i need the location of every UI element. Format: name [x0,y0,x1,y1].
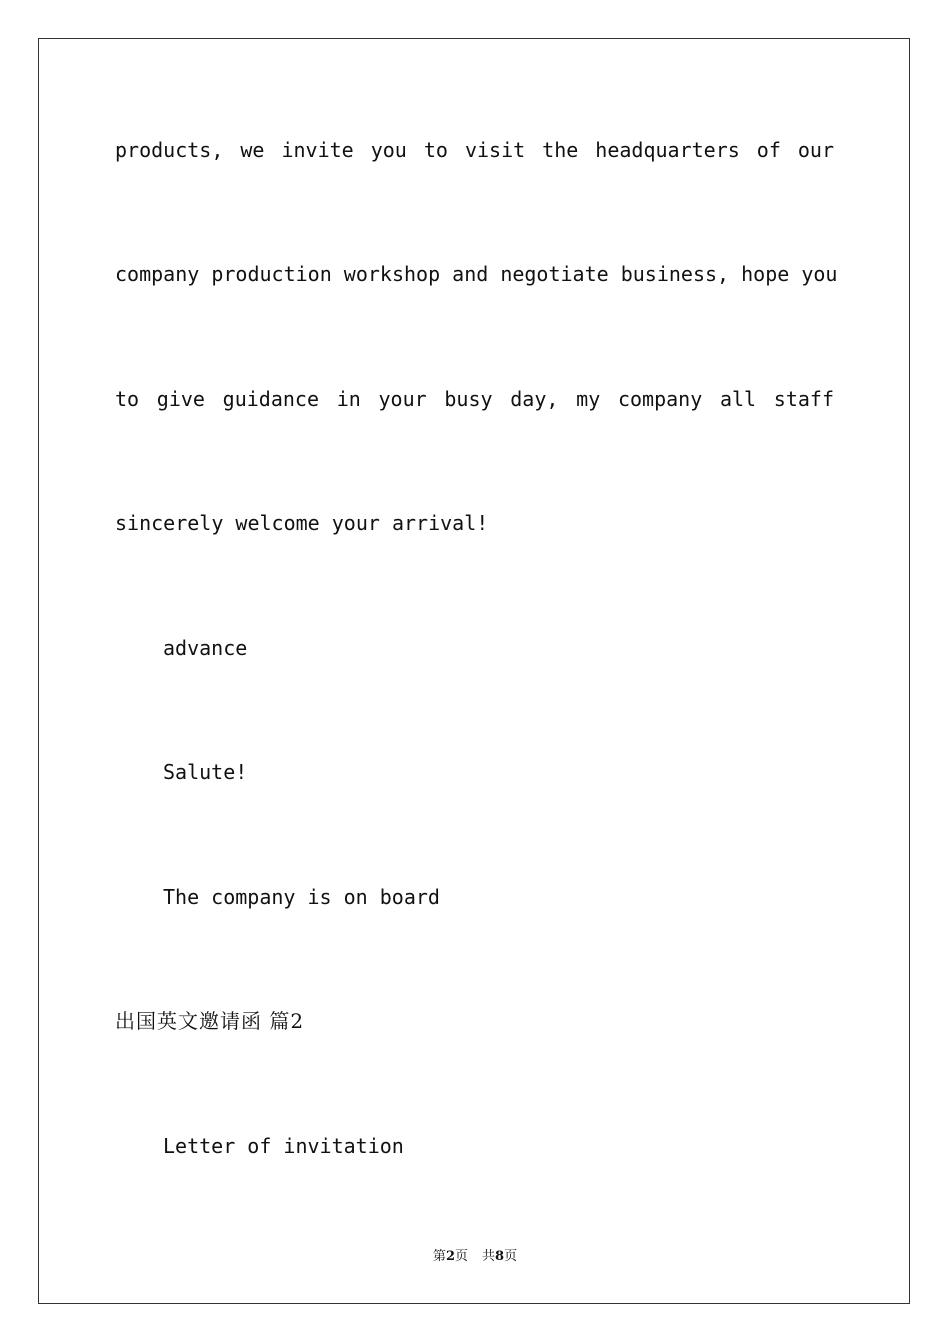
closing-salute: Salute! [163,760,248,784]
paragraph-line-1: products, we invite you to visit the headquarters of our [115,138,834,162]
closing-advance: advance [163,636,248,660]
paragraph-line-4: sincerely welcome your arrival! [115,511,489,535]
closing-signature: The company is on board [163,885,440,909]
footer-current-page: 2 [445,1249,455,1264]
section-heading: 出国英文邀请函 篇2 [115,1009,305,1033]
footer-total-suffix: 页 [504,1249,518,1264]
page-frame [38,38,910,1304]
paragraph-line-2: company production workshop and negotiate business, hope you [115,262,838,286]
footer-total-prefix: 共 [482,1249,496,1264]
footer-total-pages: 8 [495,1249,505,1264]
section-title: Letter of invitation [163,1134,404,1158]
page-footer [0,1247,950,1267]
footer-page-prefix: 第 [432,1249,446,1264]
paragraph-line-3: to give guidance in your busy day, my company all staff [115,387,834,411]
footer-page-suffix: 页 [454,1249,468,1264]
